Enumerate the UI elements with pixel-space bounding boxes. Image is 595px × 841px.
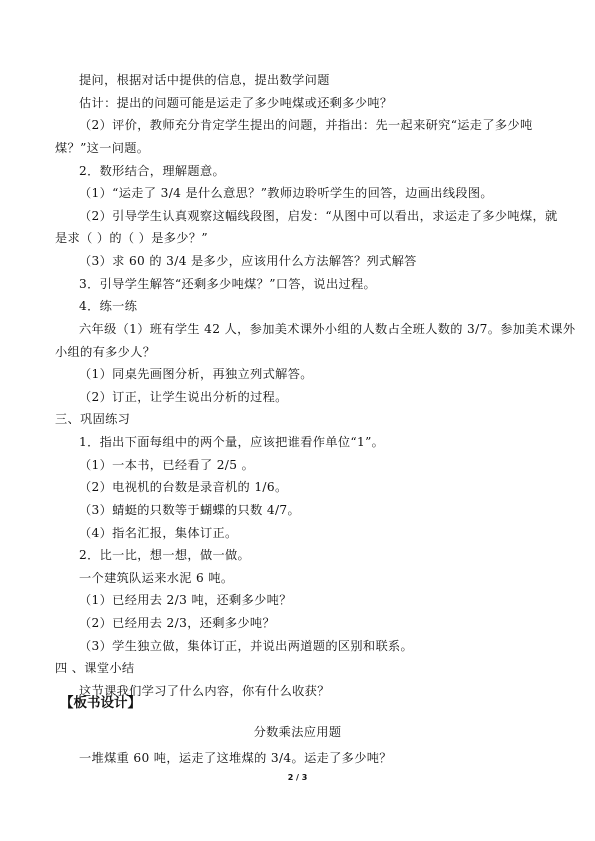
board-line: 一堆煤重 60 吨，运走了这堆煤的 3/4。运走了多少吨？ (79, 751, 392, 765)
text-line: （2）评价，教师充分肯定学生提出的问题，并指出：先一起来研究“运走了多少吨 (79, 118, 533, 132)
text-line: （2）已经用去 2/3，还剩多少吨？ (79, 616, 275, 630)
text-line: 估计：提出的问题可能是运走了多少吨煤或还剩多少吨？ (79, 96, 393, 110)
text-line: （2）电视机的台数是录音机的 1/6。 (79, 480, 288, 494)
text-line: （3）求 60 的 3/4 是多少，应该用什么方法解答？列式解答 (79, 254, 417, 268)
section-heading: 四 、课堂小结 (55, 661, 135, 675)
text-line: 2．数形结合，理解题意。 (79, 164, 226, 178)
board-title: 分数乘法应用题 (253, 725, 342, 739)
text-line: 1．指出下面每组中的两个量，应该把谁看作单位“1”。 (79, 435, 385, 449)
text-line: （2）引导学生认真观察这幅线段图，启发：“从图中可以看出，求运走了多少吨煤，就 (79, 209, 558, 223)
text-line: （1）“运走了 3/4 是什么意思？”教师边聆听学生的回答，边画出线段图。 (79, 186, 493, 200)
text-line: 煤？”这一问题。 (55, 141, 150, 155)
text-line: 3．引导学生解答“还剩多少吨煤？”口答，说出过程。 (79, 277, 377, 291)
text-line: （4）指名汇报，集体订正。 (79, 526, 238, 540)
page-number: 2 / 3 (287, 773, 308, 782)
section-heading: 三、巩固练习 (55, 412, 131, 426)
text-line: 这节课我们学习了什么内容，你有什么收获？ (79, 684, 330, 698)
text-line: 是求（ ）的（ ）是多少？” (55, 231, 208, 245)
text-line: （1）同桌先画图分析，再独立列式解答。 (79, 367, 313, 381)
text-line: （3）蜻蜓的只数等于蝴蝶的只数 4/7。 (79, 503, 301, 517)
text-line: 小组的有多少人？ (55, 345, 156, 359)
text-line: （1）已经用去 2/3 吨，还剩多少吨？ (79, 593, 292, 607)
text-line: 一个建筑队运来水泥 6 吨。 (79, 571, 234, 585)
text-line: 六年级（1）班有学生 42 人，参加美术课外小组的人数占全班人数的 3/7。参加美术课外 (79, 322, 576, 336)
text-line: （3）学生独立做，集体订正，并说出两道题的区别和联系。 (79, 639, 414, 653)
text-line: 提问，根据对话中提供的信息，提出数学问题 (79, 73, 330, 87)
text-line: 2．比一比，想一想，做一做。 (79, 548, 251, 562)
board-design-heading: 【板书设计】 (60, 695, 141, 711)
text-line: 4．练一练 (79, 299, 138, 313)
text-line: （1）一本书，已经看了 2/5 。 (79, 458, 255, 472)
text-line: （2）订正，让学生说出分析的过程。 (79, 390, 288, 404)
